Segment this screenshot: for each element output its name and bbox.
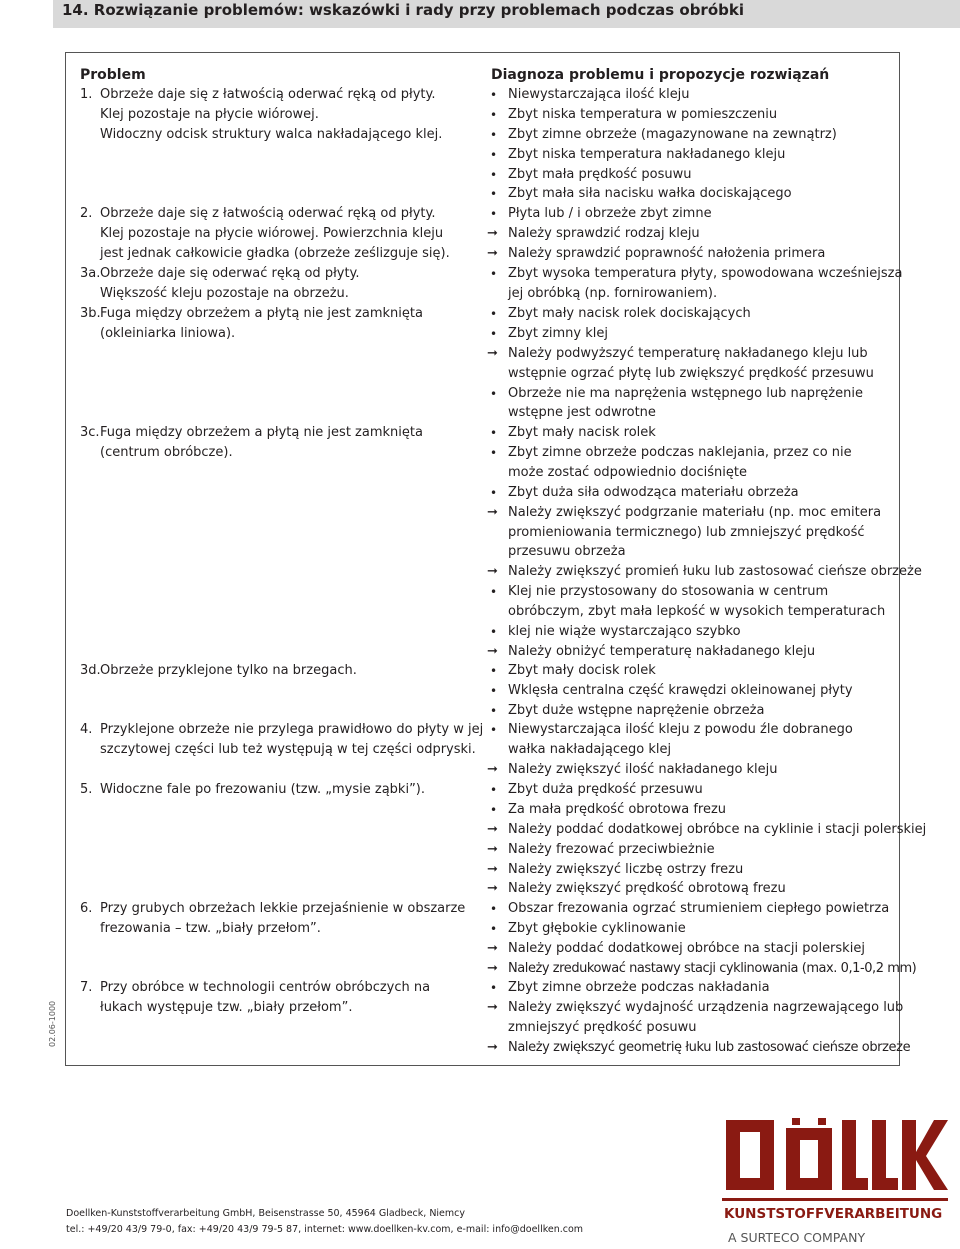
diagnosis-item: Należy zwiększyć podgrzanie materiału (np. moc emitera bbox=[508, 505, 882, 520]
problem-text: frezowania – tzw. „biały przełom”. bbox=[100, 921, 321, 936]
diagnosis-item: Zbyt mały docisk rolek bbox=[508, 663, 656, 678]
diagnosis-item: Klej nie przystosowany do stosowania w centrum bbox=[508, 584, 829, 599]
footer-company-address: Doellken-Kunststoffverarbeitung GmbH, Beisenstrasse 50, 45964 Gladbeck, Niemcy bbox=[66, 1208, 466, 1219]
problem-text: Fuga między obrzeżem a płytą nie jest zamknięta bbox=[100, 306, 423, 321]
footer-contact: tel.: +49/20 43/9 79-0, fax: +49/20 43/9 79-5 87, internet: www.doellken-kv.com, e-mail: info@doellken.com bbox=[66, 1224, 584, 1235]
bullet-icon: • bbox=[490, 664, 498, 678]
arrow-right-icon: ➞ bbox=[487, 762, 498, 777]
problem-number: 7. bbox=[80, 980, 93, 995]
problem-text: Przyklejone obrzeże nie przylega prawidłowo do płyty w jej bbox=[100, 722, 484, 737]
diagnosis-item: Zbyt duże wstępne naprężenie obrzeża bbox=[508, 703, 765, 718]
bullet-icon: • bbox=[490, 327, 498, 341]
bullet-icon: • bbox=[490, 902, 498, 916]
bullet-icon: • bbox=[490, 387, 498, 401]
arrow-right-icon: ➞ bbox=[487, 505, 498, 520]
bullet-icon: • bbox=[490, 684, 498, 698]
arrow-right-icon: ➞ bbox=[487, 564, 498, 579]
arrow-right-icon: ➞ bbox=[487, 842, 498, 857]
diagnosis-item: Niewystarczająca ilość kleju z powodu źle dobranego bbox=[508, 722, 853, 737]
problem-text: Większość kleju pozostaje na obrzeżu. bbox=[100, 286, 349, 301]
bullet-icon: • bbox=[490, 108, 498, 122]
diagnosis-item: Zbyt mały nacisk rolek dociskających bbox=[508, 306, 751, 321]
problem-text: Klej pozostaje na płycie wiórowej. Powierzchnia kleju bbox=[100, 226, 444, 241]
problem-text: (centrum obróbcze). bbox=[100, 445, 233, 460]
diagnosis-item: Zbyt zimny klej bbox=[508, 326, 608, 341]
bullet-icon: • bbox=[490, 307, 498, 321]
diagnosis-item: Należy sprawdzić rodzaj kleju bbox=[508, 226, 700, 241]
arrow-right-icon: ➞ bbox=[487, 941, 498, 956]
diagnosis-item: Zbyt mały nacisk rolek bbox=[508, 425, 656, 440]
diagnosis-item: Należy frezować przeciwbieżnie bbox=[508, 842, 715, 857]
problem-text: Widoczny odcisk struktury walca nakładającego klej. bbox=[100, 127, 443, 142]
diagnosis-item: Należy zwiększyć geometrię łuku lub zastosować cieńsze obrzeże bbox=[508, 1040, 911, 1055]
bullet-icon: • bbox=[490, 187, 498, 201]
problem-text: szczytowej części lub też występują w tej części odpryski. bbox=[100, 742, 476, 757]
bullet-icon: • bbox=[490, 426, 498, 440]
problem-number: 2. bbox=[80, 206, 93, 221]
bullet-icon: • bbox=[490, 803, 498, 817]
bullet-icon: • bbox=[490, 981, 498, 995]
problem-text: jest jednak całkowicie gładka (obrzeże ześlizguje się). bbox=[100, 246, 450, 261]
problem-number: 3d. bbox=[80, 663, 101, 678]
diagnosis-item: obróbczym, zbyt mała lepkość w wysokich temperaturach bbox=[508, 604, 886, 619]
problem-text: Przy obróbce w technologii centrów obróbczych na bbox=[100, 980, 431, 995]
bullet-icon: • bbox=[490, 783, 498, 797]
diagnosis-item: Wklęsła centralna część krawędzi okleinowanej płyty bbox=[508, 683, 853, 698]
arrow-right-icon: ➞ bbox=[487, 346, 498, 361]
diagnosis-item: Niewystarczająca ilość kleju bbox=[508, 87, 690, 102]
diagnosis-item: klej nie wiąże wystarczająco szybko bbox=[508, 624, 741, 639]
diagnosis-item: wstępnie ogrzać płytę lub zwiększyć prędkość przesuwu bbox=[508, 366, 874, 381]
bullet-icon: • bbox=[490, 446, 498, 460]
problem-text: Widoczne fale po frezowaniu (tzw. „mysie ząbki”). bbox=[100, 782, 426, 797]
problem-number: 6. bbox=[80, 901, 93, 916]
diagnosis-item: promieniowania termicznego) lub zmniejszyć prędkość bbox=[508, 525, 865, 540]
problem-text: łukach występuje tzw. „biały przełom”. bbox=[100, 1000, 353, 1015]
problem-number: 5. bbox=[80, 782, 93, 797]
document-code: 02.06-1000 bbox=[48, 1000, 57, 1047]
diagnosis-item: Należy sprawdzić poprawność nałożenia primera bbox=[508, 246, 826, 261]
diagnosis-item: Zbyt głębokie cyklinowanie bbox=[508, 921, 686, 936]
bullet-icon: • bbox=[490, 148, 498, 162]
diagnosis-item: Obszar frezowania ogrzać strumieniem ciepłego powietrza bbox=[508, 901, 890, 916]
problem-text: Obrzeże daje się z łatwością oderwać ręką od płyty. bbox=[100, 206, 436, 221]
diagnosis-item: Zbyt niska temperatura nakładanego kleju bbox=[508, 147, 786, 162]
problem-number: 4. bbox=[80, 722, 93, 737]
arrow-right-icon: ➞ bbox=[487, 226, 498, 241]
diagnosis-item: Należy poddać dodatkowej obróbce na stacji polerskiej bbox=[508, 941, 865, 956]
arrow-right-icon: ➞ bbox=[487, 822, 498, 837]
problem-text: (okleiniarka liniowa). bbox=[100, 326, 236, 341]
diagnosis-item: Zbyt mała prędkość posuwu bbox=[508, 167, 692, 182]
arrow-right-icon: ➞ bbox=[487, 961, 498, 976]
diagnosis-item: jej obróbką (np. fornirowaniem). bbox=[508, 286, 718, 301]
diagnosis-item: może zostać odpowiednio dociśnięte bbox=[508, 465, 747, 480]
bullet-icon: • bbox=[490, 723, 498, 737]
diagnosis-item: wałka nakładającego klej bbox=[508, 742, 672, 757]
problem-text: Fuga między obrzeżem a płytą nie jest zamknięta bbox=[100, 425, 423, 440]
problem-text: Obrzeże przyklejone tylko na brzegach. bbox=[100, 663, 357, 678]
diagnosis-item: Zbyt wysoka temperatura płyty, spowodowana wcześniejsza bbox=[508, 266, 903, 281]
diagnosis-column-header: Diagnoza problemu i propozycje rozwiązań bbox=[491, 67, 830, 83]
diagnosis-item: Zbyt duża siła odwodząca materiału obrzeża bbox=[508, 485, 799, 500]
logo-line1: KUNSTSTOFFVERARBEITUNG bbox=[724, 1206, 943, 1222]
diagnosis-item: Należy podwyższyć temperaturę nakładanego kleju lub bbox=[508, 346, 868, 361]
doellken-logo bbox=[720, 1118, 950, 1245]
bullet-icon: • bbox=[490, 207, 498, 221]
diagnosis-item: Płyta lub / i obrzeże zbyt zimne bbox=[508, 206, 712, 221]
bullet-icon: • bbox=[490, 486, 498, 500]
problem-text: Przy grubych obrzeżach lekkie przejaśnienie w obszarze bbox=[100, 901, 466, 916]
problem-number: 3c. bbox=[80, 425, 100, 440]
diagnosis-item: Zbyt zimne obrzeże podczas nakładania bbox=[508, 980, 770, 995]
diagnosis-item: Zbyt niska temperatura w pomieszczeniu bbox=[508, 107, 778, 122]
bullet-icon: • bbox=[490, 922, 498, 936]
arrow-right-icon: ➞ bbox=[487, 644, 498, 659]
arrow-right-icon: ➞ bbox=[487, 862, 498, 877]
diagnosis-item: wstępne jest odwrotne bbox=[508, 405, 656, 420]
diagnosis-item: Należy poddać dodatkowej obróbce na cyklinie i stacji polerskiej bbox=[508, 822, 927, 837]
problem-number: 1. bbox=[80, 87, 93, 102]
diagnosis-item: Należy zwiększyć promień łuku lub zastosować cieńsze obrzeże bbox=[508, 564, 922, 579]
page-title: 14. Rozwiązanie problemów: wskazówki i rady przy problemach podczas obróbki bbox=[62, 1, 744, 19]
diagnosis-item: Obrzeże nie ma naprężenia wstępnego lub naprężenie bbox=[508, 386, 863, 401]
diagnosis-item: Zbyt zimne obrzeże (magazynowane na zewnątrz) bbox=[508, 127, 837, 142]
problem-number: 3a. bbox=[80, 266, 101, 281]
logo-line2: A SURTECO COMPANY bbox=[728, 1230, 866, 1245]
arrow-right-icon: ➞ bbox=[487, 881, 498, 896]
diagnosis-item: Należy zwiększyć liczbę ostrzy frezu bbox=[508, 862, 744, 877]
arrow-right-icon: ➞ bbox=[487, 1040, 498, 1055]
problem-number: 3b. bbox=[80, 306, 101, 321]
problem-text: Obrzeże daje się z łatwością oderwać ręką od płyty. bbox=[100, 87, 436, 102]
arrow-right-icon: ➞ bbox=[487, 1000, 498, 1015]
diagnosis-item: zmniejszyć prędkość posuwu bbox=[508, 1020, 697, 1035]
problem-column-header: Problem bbox=[80, 67, 146, 83]
diagnosis-item: Za mała prędkość obrotowa frezu bbox=[508, 802, 727, 817]
diagnosis-item: Należy zwiększyć wydajność urządzenia nagrzewającego lub bbox=[508, 1000, 904, 1015]
diagnosis-item: Należy zwiększyć prędkość obrotową frezu bbox=[508, 881, 786, 896]
bullet-icon: • bbox=[490, 267, 498, 281]
diagnosis-item: Zbyt duża prędkość przesuwu bbox=[508, 782, 703, 797]
bullet-icon: • bbox=[490, 88, 498, 102]
diagnosis-item: Należy zwiększyć ilość nakładanego kleju bbox=[508, 762, 778, 777]
bullet-icon: • bbox=[490, 704, 498, 718]
diagnosis-item: Zbyt mała siła nacisku wałka dociskającego bbox=[508, 186, 792, 201]
bullet-icon: • bbox=[490, 625, 498, 639]
problem-text: Klej pozostaje na płycie wiórowej. bbox=[100, 107, 319, 122]
bullet-icon: • bbox=[490, 128, 498, 142]
problem-text: Obrzeże daje się oderwać ręką od płyty. bbox=[100, 266, 360, 281]
diagnosis-item: przesuwu obrzeża bbox=[508, 544, 626, 559]
diagnosis-item: Zbyt zimne obrzeże podczas naklejania, przez co nie bbox=[508, 445, 852, 460]
diagnosis-item: Należy zredukować nastawy stacji cyklinowania (max. 0,1-0,2 mm) bbox=[508, 961, 917, 976]
bullet-icon: • bbox=[490, 585, 498, 599]
bullet-icon: • bbox=[490, 168, 498, 182]
doellken-logo-graphic bbox=[720, 1118, 950, 1245]
arrow-right-icon: ➞ bbox=[487, 246, 498, 261]
diagnosis-item: Należy obniżyć temperaturę nakładanego kleju bbox=[508, 644, 816, 659]
